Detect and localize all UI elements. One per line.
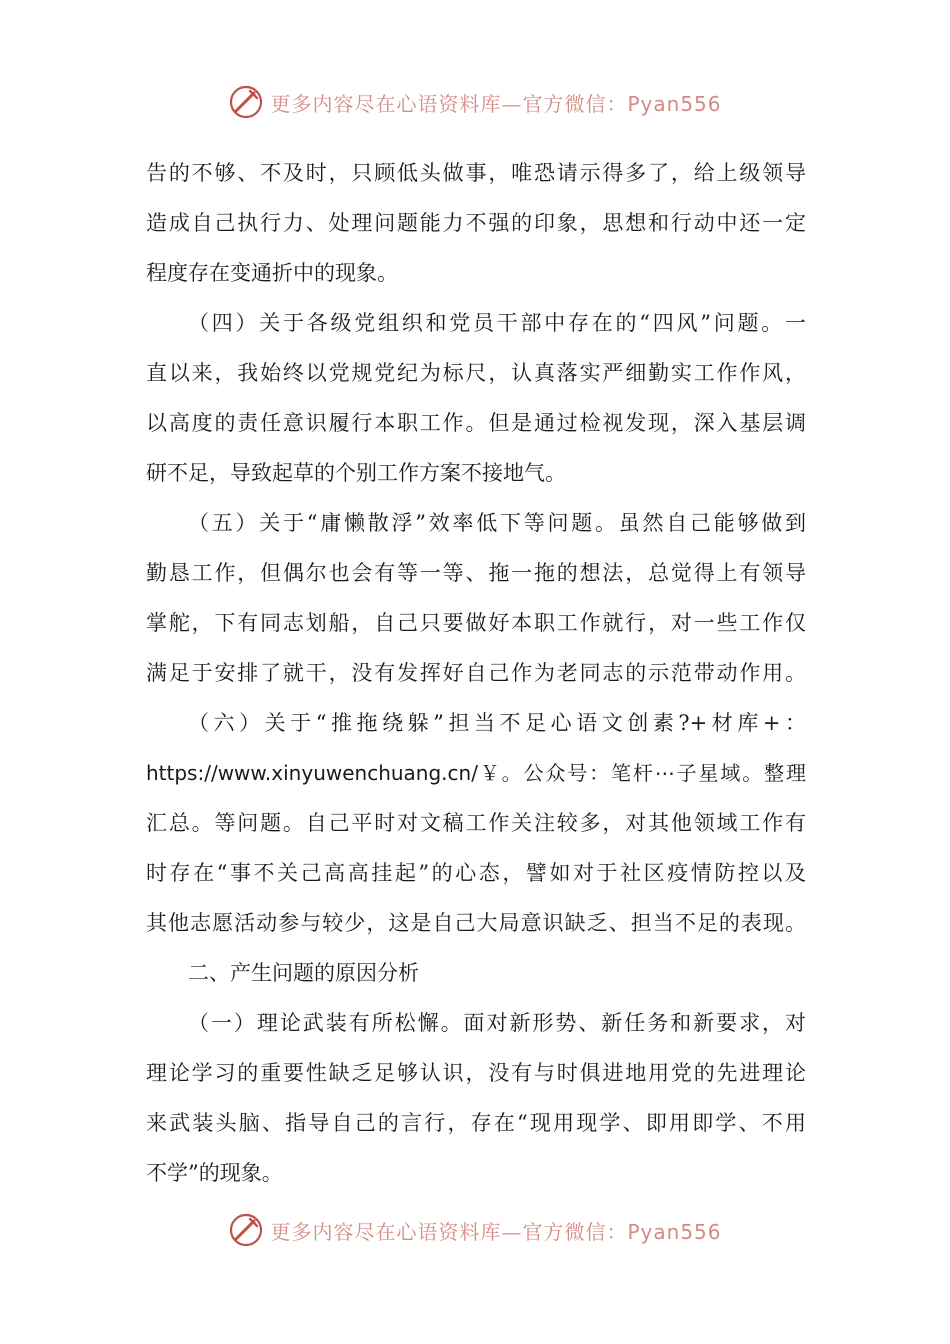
paragraph-heading-six: （六）关于“推拖绕躲”担当不足心语文创素?+材库+： [188,711,806,735]
section-heading: 二、产生问题的原因分析 [188,961,419,985]
header-watermark-banner [0,82,950,122]
pen-logo-icon [228,1212,264,1248]
footer-watermark-banner [0,1210,950,1250]
text-line: 研不足，导致起草的个别工作方案不接地气。 [146,461,566,485]
document-body [146,148,806,1198]
text-line: 满足于安排了就干，没有发挥好自己作为老同志的示范带动作用。 [146,661,806,685]
text-line: 勤恳工作，但偶尔也会有等一等、拖一拖的想法，总觉得上有领导 [146,561,806,585]
footer-banner-text: 更多内容尽在心语资料库—官方微信：Pyan556 [270,1219,722,1244]
text-line-url: https://www.xinyuwenchuang.cn/￥。公众号：笔杆⋯子星域。整理 [146,761,806,785]
text-line: 程度存在变通折中的现象。 [146,261,398,285]
pen-logo-icon [228,84,264,120]
text-line: 以高度的责任意识履行本职工作。但是通过检视发现，深入基层调 [146,411,806,435]
paragraph-heading-five: （五）关于“庸懒散浮”效率低下等问题。虽然自己能够做到 [188,511,806,535]
header-banner-text: 更多内容尽在心语资料库—官方微信：Pyan556 [270,91,722,116]
text-line: 造成自己执行力、处理问题能力不强的印象，思想和行动中还一定 [146,211,806,235]
text-line: 直以来，我始终以党规党纪为标尺，认真落实严细勤实工作作风， [146,361,806,385]
text-line: 不学”的现象。 [146,1161,283,1185]
footer-wechat-id: Pyan556 [627,1219,722,1244]
paragraph-heading-four: （四）关于各级党组织和党员干部中存在的“四风”问题。一 [188,311,806,335]
header-wechat-id: Pyan556 [627,91,722,116]
text-line: 时存在“事不关己高高挂起”的心态，譬如对于社区疫情防控以及 [146,861,806,885]
text-line: 来武装头脑、指导自己的言行，存在“现用现学、即用即学、不用 [146,1111,806,1135]
text-line: 告的不够、不及时，只顾低头做事，唯恐请示得多了，给上级领导 [146,161,806,185]
text-line: 掌舵，下有同志划船，自己只要做好本职工作就行，对一些工作仅 [146,611,806,635]
text-line: 其他志愿活动参与较少，这是自己大局意识缺乏、担当不足的表现。 [146,911,806,935]
text-line: 理论学习的重要性缺乏足够认识，没有与时俱进地用党的先进理论 [146,1061,806,1085]
text-line: 汇总。等问题。自己平时对文稿工作关注较多，对其他领域工作有 [146,811,806,835]
paragraph-heading-one: （一）理论武装有所松懈。面对新形势、新任务和新要求，对 [188,1011,806,1035]
